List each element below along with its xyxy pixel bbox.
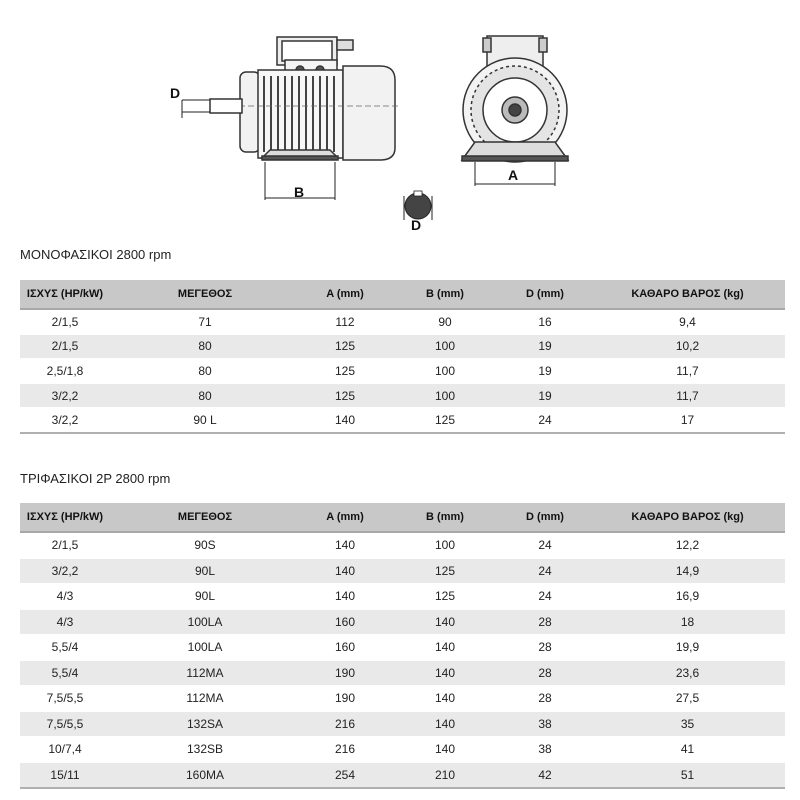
table-cell: 28 bbox=[500, 609, 590, 635]
table-row bbox=[20, 584, 785, 610]
table-row bbox=[20, 686, 785, 712]
table-row bbox=[20, 359, 785, 384]
table-cell: 15/11 bbox=[20, 762, 110, 788]
column-header: ΙΣΧΥΣ (HP/kW) bbox=[20, 280, 110, 309]
table-cell: 2/1,5 bbox=[20, 334, 110, 359]
table-cell: 19,9 bbox=[590, 635, 785, 661]
motor-side-view bbox=[210, 37, 400, 160]
table-cell: 3/2,2 bbox=[20, 408, 110, 433]
table-cell: 140 bbox=[390, 737, 500, 763]
table-row bbox=[20, 609, 785, 635]
table-cell: 125 bbox=[300, 334, 390, 359]
table-cell: 160 bbox=[300, 635, 390, 661]
column-header: A (mm) bbox=[300, 280, 390, 309]
motor-drawings bbox=[0, 0, 800, 240]
table-cell: 112 bbox=[300, 309, 390, 334]
table-cell: 216 bbox=[300, 711, 390, 737]
table-row bbox=[20, 558, 785, 584]
table-cell: 100 bbox=[390, 383, 500, 408]
table-cell: 125 bbox=[390, 408, 500, 433]
dimension-d-label: D bbox=[170, 85, 181, 101]
table-cell: 125 bbox=[390, 584, 500, 610]
table-cell: 90S bbox=[110, 532, 300, 558]
table-cell: 112MA bbox=[110, 686, 300, 712]
table-cell: 100 bbox=[390, 334, 500, 359]
table-cell: 11,7 bbox=[590, 383, 785, 408]
table-cell: 3/2,2 bbox=[20, 558, 110, 584]
table-cell: 80 bbox=[110, 359, 300, 384]
table-row bbox=[20, 383, 785, 408]
table-row bbox=[20, 309, 785, 334]
table-cell: 80 bbox=[110, 334, 300, 359]
table-row bbox=[20, 711, 785, 737]
table-cell: 14,9 bbox=[590, 558, 785, 584]
table-cell: 24 bbox=[500, 584, 590, 610]
table-cell: 90L bbox=[110, 558, 300, 584]
table-cell: 80 bbox=[110, 383, 300, 408]
table-cell: 132SB bbox=[110, 737, 300, 763]
table-cell: 160MA bbox=[110, 762, 300, 788]
column-header: ΜΕΓΕΘΟΣ bbox=[110, 503, 300, 532]
table-cell: 100LA bbox=[110, 609, 300, 635]
table-cell: 3/2,2 bbox=[20, 383, 110, 408]
table-cell: 2,5/1,8 bbox=[20, 359, 110, 384]
table-cell: 90 bbox=[390, 309, 500, 334]
table-cell: 160 bbox=[300, 609, 390, 635]
table-cell: 5,5/4 bbox=[20, 660, 110, 686]
three-phase-table bbox=[20, 503, 785, 789]
table-cell: 125 bbox=[300, 359, 390, 384]
table-cell: 71 bbox=[110, 309, 300, 334]
table-row bbox=[20, 660, 785, 686]
motor-front-view bbox=[462, 36, 568, 162]
column-header: ΙΣΧΥΣ (HP/kW) bbox=[20, 503, 110, 532]
column-header: D (mm) bbox=[500, 280, 590, 309]
column-header: D (mm) bbox=[500, 503, 590, 532]
table-cell: 125 bbox=[300, 383, 390, 408]
table-cell: 24 bbox=[500, 408, 590, 433]
table-row bbox=[20, 635, 785, 661]
table-cell: 24 bbox=[500, 558, 590, 584]
column-header: A (mm) bbox=[300, 503, 390, 532]
table-row bbox=[20, 532, 785, 558]
table-cell: 27,5 bbox=[590, 686, 785, 712]
table-row bbox=[20, 762, 785, 788]
table-cell: 190 bbox=[300, 660, 390, 686]
table-cell: 35 bbox=[590, 711, 785, 737]
table-cell: 140 bbox=[300, 584, 390, 610]
table-cell: 210 bbox=[390, 762, 500, 788]
table-cell: 28 bbox=[500, 686, 590, 712]
table-header-row bbox=[20, 503, 785, 532]
table-cell: 51 bbox=[590, 762, 785, 788]
table-cell: 38 bbox=[500, 711, 590, 737]
table-cell: 140 bbox=[300, 558, 390, 584]
table-cell: 10,2 bbox=[590, 334, 785, 359]
table-cell: 10/7,4 bbox=[20, 737, 110, 763]
table-cell: 28 bbox=[500, 635, 590, 661]
table-cell: 2/1,5 bbox=[20, 532, 110, 558]
single-phase-title: ΜΟΝΟΦΑΣΙΚΟΙ 2800 rpm bbox=[20, 247, 172, 262]
table-cell: 4/3 bbox=[20, 584, 110, 610]
column-header: B (mm) bbox=[390, 503, 500, 532]
table-cell: 7,5/5,5 bbox=[20, 686, 110, 712]
table-cell: 140 bbox=[300, 532, 390, 558]
table-cell: 4/3 bbox=[20, 609, 110, 635]
table-cell: 90L bbox=[110, 584, 300, 610]
dimension-d-shaft-label: D bbox=[411, 217, 422, 233]
table-cell: 16 bbox=[500, 309, 590, 334]
dimension-a-label: A bbox=[508, 167, 519, 183]
table-cell: 254 bbox=[300, 762, 390, 788]
table-cell: 19 bbox=[500, 383, 590, 408]
table-cell: 11,7 bbox=[590, 359, 785, 384]
column-header: ΚΑΘΑΡΟ ΒΑΡΟΣ (kg) bbox=[590, 503, 785, 532]
table-cell: 23,6 bbox=[590, 660, 785, 686]
table-cell: 216 bbox=[300, 737, 390, 763]
table-row bbox=[20, 737, 785, 763]
table-cell: 5,5/4 bbox=[20, 635, 110, 661]
table-cell: 18 bbox=[590, 609, 785, 635]
three-phase-title: ΤΡΙΦΑΣΙΚΟΙ 2P 2800 rpm bbox=[20, 471, 171, 486]
table-cell: 90 L bbox=[110, 408, 300, 433]
table-cell: 140 bbox=[300, 408, 390, 433]
column-header: ΜΕΓΕΘΟΣ bbox=[110, 280, 300, 309]
table-cell: 140 bbox=[390, 635, 500, 661]
table-cell: 100 bbox=[390, 532, 500, 558]
table-cell: 17 bbox=[590, 408, 785, 433]
table-row bbox=[20, 408, 785, 433]
table-cell: 16,9 bbox=[590, 584, 785, 610]
table-cell: 125 bbox=[390, 558, 500, 584]
table-cell: 19 bbox=[500, 359, 590, 384]
table-cell: 9,4 bbox=[590, 309, 785, 334]
column-header: ΚΑΘΑΡΟ ΒΑΡΟΣ (kg) bbox=[590, 280, 785, 309]
table-cell: 100LA bbox=[110, 635, 300, 661]
table-cell: 38 bbox=[500, 737, 590, 763]
table-header-row bbox=[20, 280, 785, 309]
table-cell: 190 bbox=[300, 686, 390, 712]
table-cell: 28 bbox=[500, 660, 590, 686]
table-cell: 24 bbox=[500, 532, 590, 558]
single-phase-table bbox=[20, 280, 785, 434]
table-cell: 112MA bbox=[110, 660, 300, 686]
table-cell: 41 bbox=[590, 737, 785, 763]
table-cell: 42 bbox=[500, 762, 590, 788]
table-cell: 140 bbox=[390, 660, 500, 686]
table-cell: 140 bbox=[390, 711, 500, 737]
table-cell: 132SA bbox=[110, 711, 300, 737]
column-header: B (mm) bbox=[390, 280, 500, 309]
table-cell: 140 bbox=[390, 609, 500, 635]
shaft-section bbox=[404, 191, 432, 220]
table-cell: 19 bbox=[500, 334, 590, 359]
table-cell: 7,5/5,5 bbox=[20, 711, 110, 737]
table-cell: 100 bbox=[390, 359, 500, 384]
table-cell: 140 bbox=[390, 686, 500, 712]
dimension-b-label: B bbox=[294, 184, 305, 200]
table-row bbox=[20, 334, 785, 359]
table-cell: 12,2 bbox=[590, 532, 785, 558]
table-cell: 2/1,5 bbox=[20, 309, 110, 334]
